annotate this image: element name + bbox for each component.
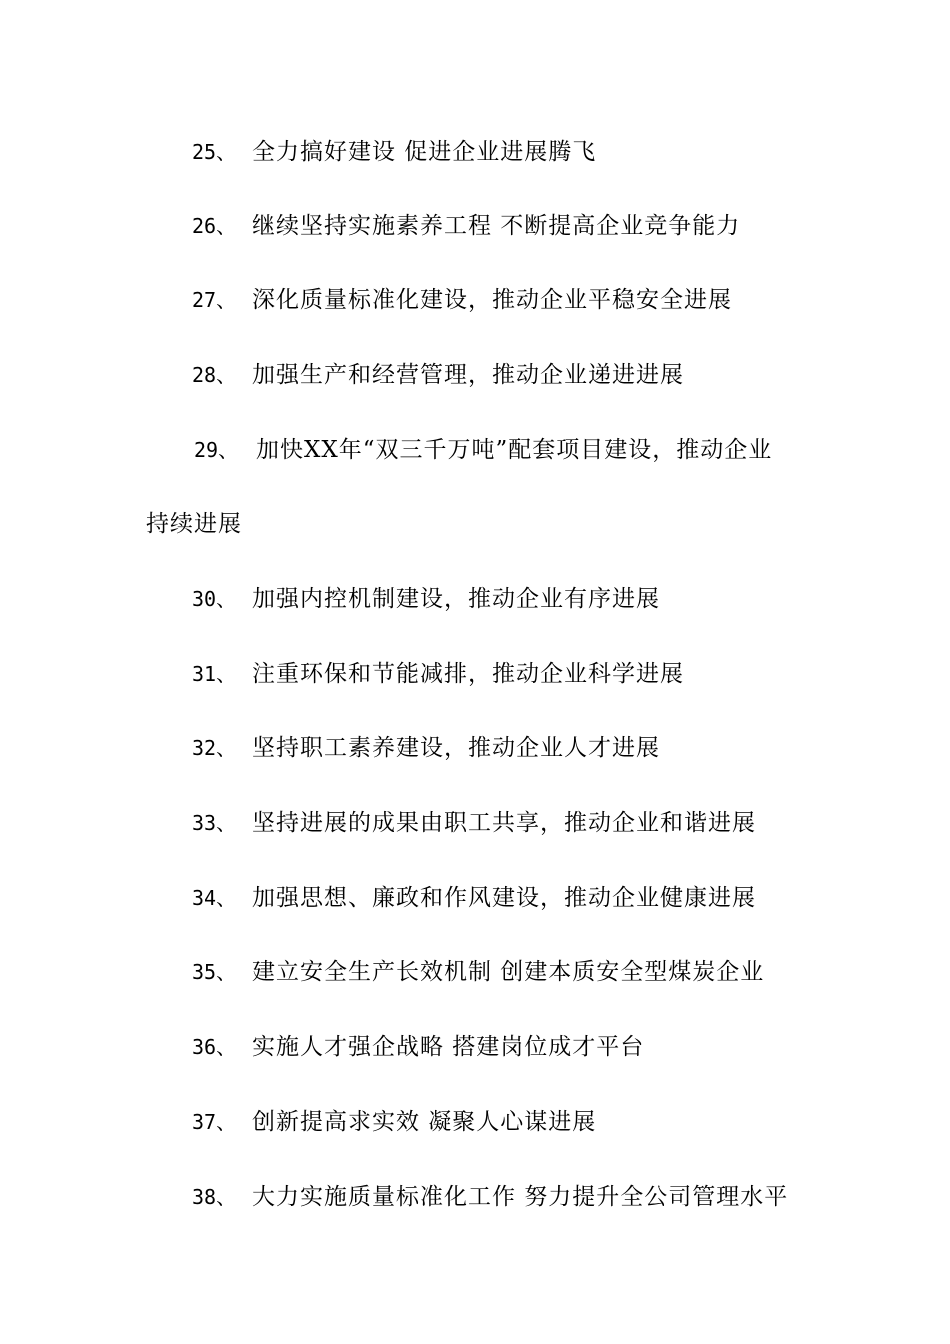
item-number: 27、 (192, 288, 237, 312)
item-text: 全力搞好建设 促进企业进展腾飞 (252, 139, 597, 165)
item-number: 34、 (192, 886, 237, 910)
item-number: 26、 (192, 214, 237, 238)
item-number: 37、 (192, 1110, 237, 1134)
item-text: 加强思想、廉政和作风建设，推动企业健康进展 (252, 885, 756, 911)
item-text: 坚持职工素养建设，推动企业人才进展 (252, 735, 660, 761)
item-number: 28、 (192, 363, 237, 387)
item-text: 建立安全生产长效机制 创建本质安全型煤炭企业 (252, 959, 765, 985)
item-number: 32、 (192, 736, 237, 760)
item-number: 30、 (192, 587, 237, 611)
item-text: 加强内控机制建设，推动企业有序进展 (252, 586, 660, 612)
item-number: 38、 (192, 1185, 237, 1209)
item-text: 实施人才强企战略 搭建岗位成才平台 (252, 1034, 645, 1060)
item-number: 33、 (192, 811, 237, 835)
item-number: 25、 (192, 140, 237, 164)
item-number: 31、 (192, 662, 237, 686)
item-number: 35、 (192, 960, 237, 984)
item-text-continuation: 持续进展 (146, 511, 242, 537)
item-text: 创新提高求实效 凝聚人心谋进展 (252, 1109, 597, 1135)
item-text: 大力实施质量标准化工作 努力提升全公司管理水平 (252, 1184, 789, 1210)
item-number: 36、 (192, 1035, 237, 1059)
item-text: 坚持进展的成果由职工共享，推动企业和谐进展 (252, 810, 756, 836)
item-text: 注重环保和节能减排，推动企业科学进展 (252, 661, 684, 687)
item-text: 加快XX年“双三千万吨”配套项目建设，推动企业 (256, 437, 773, 463)
item-text: 深化质量标准化建设，推动企业平稳安全进展 (252, 287, 732, 313)
item-text: 加强生产和经营管理，推动企业递进进展 (252, 362, 684, 388)
item-number: 29、 (194, 438, 239, 462)
item-text: 继续坚持实施素养工程 不断提高企业竞争能力 (252, 213, 741, 239)
